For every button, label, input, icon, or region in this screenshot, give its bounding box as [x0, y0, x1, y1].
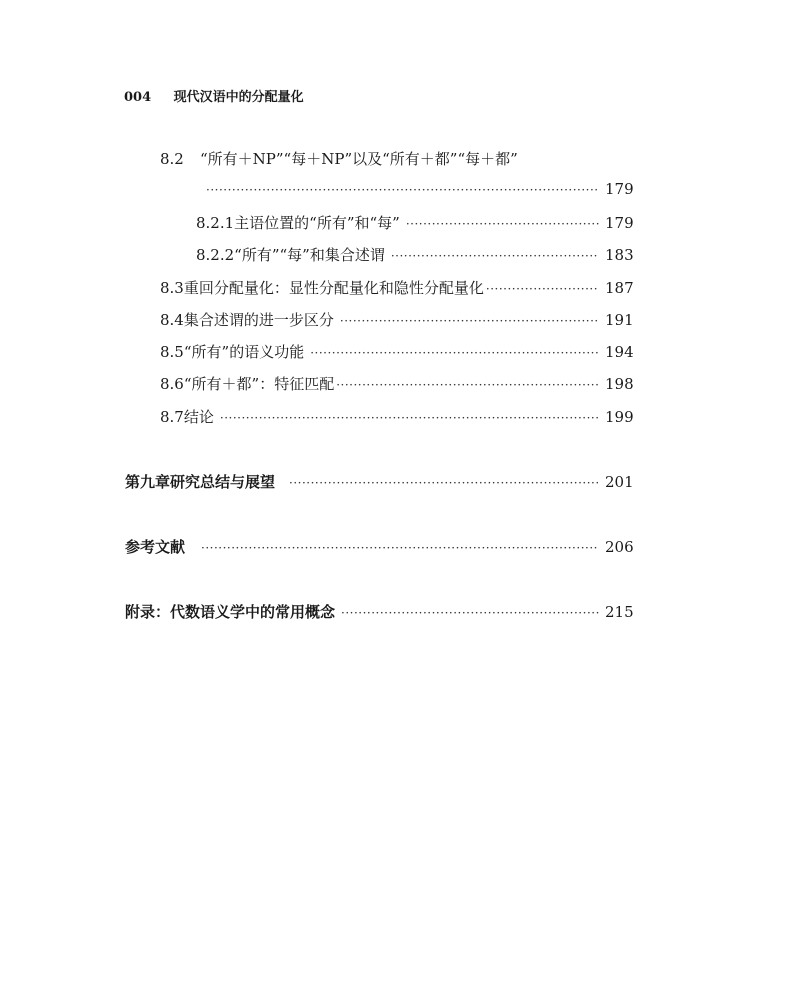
toc-entry-page: 199: [605, 408, 634, 426]
header-page-number: 004: [124, 90, 152, 105]
toc-entry-page: 179: [605, 180, 634, 198]
dot-leader: [406, 217, 599, 231]
dot-leader: [289, 476, 599, 490]
toc-entry-number: 8.2: [160, 150, 184, 168]
toc-entry-number: 8.6: [160, 375, 184, 393]
dot-leader: [220, 411, 599, 425]
toc-entry-number: 8.3: [160, 279, 184, 297]
dot-leader: [336, 378, 599, 392]
header-book-title: 现代汉语中的分配量化: [173, 90, 304, 105]
toc-entry-title: “所有＋NP”“每＋NP”以及“所有＋都”“每＋都”: [200, 150, 518, 168]
toc-entry-page: 198: [605, 375, 634, 393]
toc-entry-page: 187: [605, 279, 634, 297]
toc-entry-title: 重回分配量化：显性分配量化和隐性分配量化: [183, 279, 484, 297]
toc-entry-8-7[interactable]: [160, 406, 633, 428]
toc-entry-title: 研究总结与展望: [170, 473, 276, 491]
toc-entry-8-2-continuation[interactable]: [206, 180, 633, 202]
toc-entry-8-6[interactable]: [160, 373, 633, 395]
toc-entry-page: 194: [605, 343, 634, 361]
toc-entry-title: “所有＋都”：特征匹配: [183, 375, 335, 393]
toc-entry-title: “所有”“每”和集合述谓: [234, 246, 385, 264]
toc-entry-title: 主语位置的“所有”和“每”: [234, 214, 400, 232]
toc-entry-title: 集合述谓的进一步区分: [183, 311, 334, 329]
toc-entry-number: 第九章: [125, 473, 171, 491]
toc-entry-8-4[interactable]: [160, 309, 633, 331]
toc-entry-page: 191: [605, 311, 634, 329]
toc-entry-8-2[interactable]: [160, 148, 518, 170]
toc-entry-number: 8.5: [160, 343, 184, 361]
dot-leader: [201, 541, 599, 555]
toc-entry-8-2-1[interactable]: [196, 212, 633, 234]
toc-entry-title: “所有”的语义功能: [183, 343, 305, 361]
dot-leader: [341, 606, 599, 620]
toc-entry-page: 206: [605, 538, 634, 556]
toc-entry-page: 183: [605, 246, 634, 264]
dot-leader: [310, 346, 599, 360]
toc-entry-8-5[interactable]: [160, 341, 633, 363]
toc-entry-references[interactable]: [125, 536, 633, 558]
dot-leader: [206, 183, 599, 197]
toc-entry-8-2-2[interactable]: [196, 244, 633, 266]
toc-entry-number: 8.2.2: [196, 246, 235, 264]
dot-leader: [391, 249, 599, 263]
toc-entry-page: 215: [605, 603, 634, 621]
toc-entry-title: 参考文献: [125, 538, 186, 556]
toc-entry-page: 201: [605, 473, 634, 491]
toc-entry-page: 179: [605, 214, 634, 232]
dot-leader: [486, 282, 599, 296]
toc-entry-title: 结论: [183, 408, 214, 426]
toc-entry-chapter-9[interactable]: [125, 471, 633, 493]
toc-entry-number: 8.7: [160, 408, 184, 426]
toc-entry-title: 附录：代数语义学中的常用概念: [125, 603, 336, 621]
toc-entry-number: 8.4: [160, 311, 184, 329]
toc-entry-number: 8.2.1: [196, 214, 235, 232]
toc-entry-appendix[interactable]: [125, 601, 633, 623]
dot-leader: [340, 314, 599, 328]
toc-entry-8-3[interactable]: [160, 277, 633, 299]
